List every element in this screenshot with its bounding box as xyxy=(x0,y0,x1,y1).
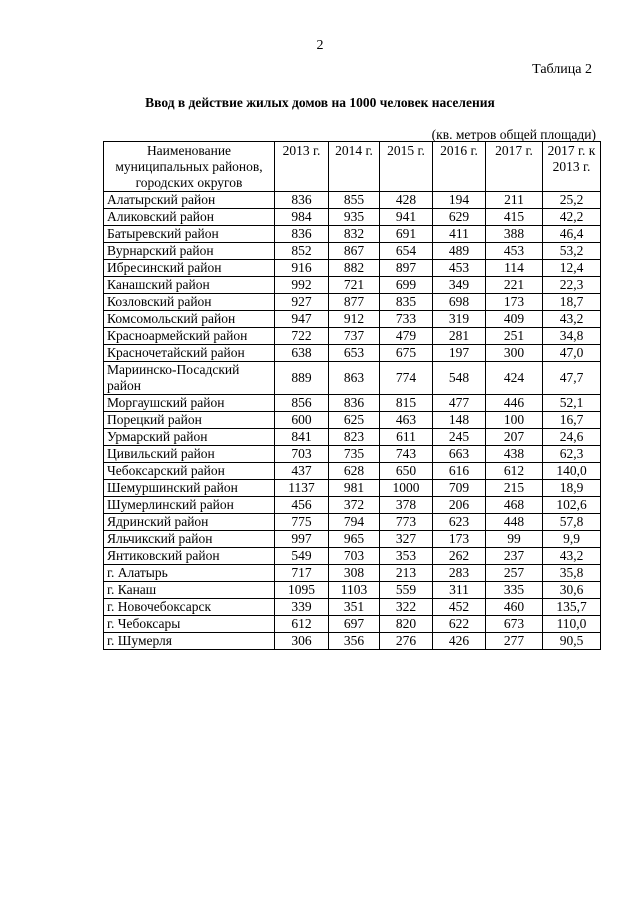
cell-name: г. Канаш xyxy=(104,582,275,599)
cell-name: Мариинско-Посадский район xyxy=(104,362,275,395)
cell-name: Канашский район xyxy=(104,277,275,294)
cell-name: Вурнарский район xyxy=(104,243,275,260)
cell-value-2015: 479 xyxy=(380,328,433,345)
cell-value-2015: 650 xyxy=(380,463,433,480)
cell-value-ratio: 18,7 xyxy=(543,294,601,311)
cell-value-2015: 773 xyxy=(380,514,433,531)
cell-value-2015: 378 xyxy=(380,497,433,514)
cell-name: Шемуршинский район xyxy=(104,480,275,497)
cell-value-2013: 927 xyxy=(275,294,329,311)
cell-value-2017: 446 xyxy=(486,395,543,412)
cell-value-2015: 743 xyxy=(380,446,433,463)
cell-value-2016: 452 xyxy=(433,599,486,616)
cell-value-2014: 628 xyxy=(329,463,380,480)
cell-value-2017: 612 xyxy=(486,463,543,480)
cell-value-2013: 992 xyxy=(275,277,329,294)
cell-value-2016: 197 xyxy=(433,345,486,362)
cell-value-2017: 424 xyxy=(486,362,543,395)
cell-value-2014: 965 xyxy=(329,531,380,548)
cell-value-2016: 281 xyxy=(433,328,486,345)
cell-value-2016: 319 xyxy=(433,311,486,328)
cell-value-2016: 663 xyxy=(433,446,486,463)
cell-value-2015: 463 xyxy=(380,412,433,429)
cell-value-ratio: 43,2 xyxy=(543,311,601,328)
cell-value-2013: 600 xyxy=(275,412,329,429)
cell-value-2017: 335 xyxy=(486,582,543,599)
cell-value-2014: 1103 xyxy=(329,582,380,599)
cell-value-ratio: 42,2 xyxy=(543,209,601,226)
cell-name: Ибресинский район xyxy=(104,260,275,277)
cell-value-ratio: 52,1 xyxy=(543,395,601,412)
cell-value-2015: 699 xyxy=(380,277,433,294)
cell-value-2016: 453 xyxy=(433,260,486,277)
table-row xyxy=(104,395,601,412)
cell-value-2014: 912 xyxy=(329,311,380,328)
cell-value-2015: 675 xyxy=(380,345,433,362)
cell-value-2017: 211 xyxy=(486,192,543,209)
cell-value-2017: 173 xyxy=(486,294,543,311)
cell-value-2014: 356 xyxy=(329,633,380,650)
cell-value-2013: 437 xyxy=(275,463,329,480)
cell-value-2016: 477 xyxy=(433,395,486,412)
cell-value-ratio: 35,8 xyxy=(543,565,601,582)
cell-value-2013: 916 xyxy=(275,260,329,277)
cell-value-2015: 213 xyxy=(380,565,433,582)
cell-value-2014: 351 xyxy=(329,599,380,616)
cell-value-2017: 673 xyxy=(486,616,543,633)
cell-value-2015: 941 xyxy=(380,209,433,226)
cell-value-2017: 409 xyxy=(486,311,543,328)
cell-value-2016: 349 xyxy=(433,277,486,294)
cell-value-2015: 815 xyxy=(380,395,433,412)
cell-name: г. Новочебоксарск xyxy=(104,599,275,616)
cell-value-2017: 100 xyxy=(486,412,543,429)
header-2016: 2016 г. xyxy=(433,142,486,192)
cell-value-ratio: 90,5 xyxy=(543,633,601,650)
cell-value-2016: 709 xyxy=(433,480,486,497)
cell-value-2017: 99 xyxy=(486,531,543,548)
cell-value-2016: 489 xyxy=(433,243,486,260)
cell-name: Красночетайский район xyxy=(104,345,275,362)
cell-name: г. Алатырь xyxy=(104,565,275,582)
cell-value-ratio: 24,6 xyxy=(543,429,601,446)
document-title: Ввод в действие жилых домов на 1000 человек населения xyxy=(145,95,495,110)
cell-value-2017: 448 xyxy=(486,514,543,531)
cell-name: Цивильский район xyxy=(104,446,275,463)
header-ratio: 2017 г. к 2013 г. xyxy=(543,142,601,192)
cell-name: Козловский район xyxy=(104,294,275,311)
cell-value-2017: 388 xyxy=(486,226,543,243)
cell-value-2013: 997 xyxy=(275,531,329,548)
cell-value-ratio: 102,6 xyxy=(543,497,601,514)
units-note: (кв. метров общей площади) xyxy=(431,127,596,142)
cell-value-2013: 306 xyxy=(275,633,329,650)
cell-value-2013: 717 xyxy=(275,565,329,582)
table-row xyxy=(104,226,601,243)
cell-name: Порецкий район xyxy=(104,412,275,429)
cell-value-2015: 1000 xyxy=(380,480,433,497)
cell-value-2017: 207 xyxy=(486,429,543,446)
header-2017: 2017 г. xyxy=(486,142,543,192)
cell-value-2014: 703 xyxy=(329,548,380,565)
cell-value-2017: 277 xyxy=(486,633,543,650)
cell-value-2013: 947 xyxy=(275,311,329,328)
cell-value-2016: 411 xyxy=(433,226,486,243)
table-row xyxy=(104,531,601,548)
cell-value-2017: 438 xyxy=(486,446,543,463)
cell-value-ratio: 62,3 xyxy=(543,446,601,463)
cell-value-2014: 882 xyxy=(329,260,380,277)
table-row xyxy=(104,480,601,497)
cell-value-2016: 548 xyxy=(433,362,486,395)
cell-value-2015: 774 xyxy=(380,362,433,395)
cell-value-2014: 735 xyxy=(329,446,380,463)
table-row xyxy=(104,599,601,616)
cell-value-2014: 832 xyxy=(329,226,380,243)
cell-value-2014: 794 xyxy=(329,514,380,531)
cell-value-2014: 981 xyxy=(329,480,380,497)
cell-value-2013: 549 xyxy=(275,548,329,565)
cell-name: Урмарский район xyxy=(104,429,275,446)
cell-value-2013: 836 xyxy=(275,226,329,243)
cell-value-2013: 889 xyxy=(275,362,329,395)
page-number: 2 xyxy=(316,38,324,53)
cell-value-2014: 697 xyxy=(329,616,380,633)
cell-value-2016: 206 xyxy=(433,497,486,514)
cell-value-ratio: 30,6 xyxy=(543,582,601,599)
table-row xyxy=(104,243,601,260)
cell-value-2014: 308 xyxy=(329,565,380,582)
cell-value-2015: 559 xyxy=(380,582,433,599)
header-2014: 2014 г. xyxy=(329,142,380,192)
cell-value-2013: 775 xyxy=(275,514,329,531)
cell-value-2014: 721 xyxy=(329,277,380,294)
cell-value-2015: 322 xyxy=(380,599,433,616)
cell-name: Красноармейский район xyxy=(104,328,275,345)
table-row xyxy=(104,294,601,311)
cell-value-2016: 622 xyxy=(433,616,486,633)
cell-value-2013: 1137 xyxy=(275,480,329,497)
cell-value-2014: 737 xyxy=(329,328,380,345)
cell-value-2014: 372 xyxy=(329,497,380,514)
cell-value-2016: 311 xyxy=(433,582,486,599)
housing-table xyxy=(103,141,601,650)
cell-value-ratio: 46,4 xyxy=(543,226,601,243)
cell-value-ratio: 135,7 xyxy=(543,599,601,616)
cell-value-2016: 148 xyxy=(433,412,486,429)
table-row xyxy=(104,446,601,463)
table-row xyxy=(104,582,601,599)
cell-value-2015: 353 xyxy=(380,548,433,565)
cell-value-2017: 460 xyxy=(486,599,543,616)
cell-value-2013: 856 xyxy=(275,395,329,412)
cell-value-2013: 456 xyxy=(275,497,329,514)
table-row xyxy=(104,548,601,565)
cell-value-2016: 173 xyxy=(433,531,486,548)
cell-value-2013: 612 xyxy=(275,616,329,633)
table-row xyxy=(104,429,601,446)
cell-value-2017: 221 xyxy=(486,277,543,294)
table-row xyxy=(104,616,601,633)
cell-value-ratio: 140,0 xyxy=(543,463,601,480)
cell-value-2015: 691 xyxy=(380,226,433,243)
table-row xyxy=(104,260,601,277)
cell-name: Чебоксарский район xyxy=(104,463,275,480)
cell-value-2015: 820 xyxy=(380,616,433,633)
cell-value-2017: 215 xyxy=(486,480,543,497)
table-row xyxy=(104,463,601,480)
cell-value-ratio: 18,9 xyxy=(543,480,601,497)
table-row xyxy=(104,633,601,650)
cell-value-2013: 339 xyxy=(275,599,329,616)
table-label: Таблица 2 xyxy=(532,62,592,77)
cell-value-2014: 863 xyxy=(329,362,380,395)
cell-value-2015: 327 xyxy=(380,531,433,548)
cell-name: Комсомольский район xyxy=(104,311,275,328)
cell-value-2016: 616 xyxy=(433,463,486,480)
cell-name: Яльчикский район xyxy=(104,531,275,548)
cell-value-2015: 276 xyxy=(380,633,433,650)
cell-value-2014: 823 xyxy=(329,429,380,446)
cell-name: Алатырский район xyxy=(104,192,275,209)
table-row xyxy=(104,277,601,294)
cell-value-ratio: 43,2 xyxy=(543,548,601,565)
cell-value-ratio: 12,4 xyxy=(543,260,601,277)
table-row xyxy=(104,328,601,345)
cell-name: Янтиковский район xyxy=(104,548,275,565)
cell-value-2014: 877 xyxy=(329,294,380,311)
header-name: Наименование муниципальных районов, городских округов xyxy=(104,142,275,192)
table-row xyxy=(104,565,601,582)
cell-value-2016: 283 xyxy=(433,565,486,582)
cell-value-2017: 300 xyxy=(486,345,543,362)
cell-value-2015: 611 xyxy=(380,429,433,446)
cell-name: Шумерлинский район xyxy=(104,497,275,514)
cell-name: г. Чебоксары xyxy=(104,616,275,633)
cell-value-ratio: 16,7 xyxy=(543,412,601,429)
table-row xyxy=(104,497,601,514)
table-body xyxy=(104,192,601,650)
cell-value-2016: 698 xyxy=(433,294,486,311)
header-2015: 2015 г. xyxy=(380,142,433,192)
table-row xyxy=(104,412,601,429)
cell-value-2015: 835 xyxy=(380,294,433,311)
table-row xyxy=(104,345,601,362)
cell-value-2017: 415 xyxy=(486,209,543,226)
cell-name: Аликовский район xyxy=(104,209,275,226)
cell-value-2013: 638 xyxy=(275,345,329,362)
cell-value-ratio: 47,0 xyxy=(543,345,601,362)
table-row xyxy=(104,209,601,226)
cell-value-ratio: 47,7 xyxy=(543,362,601,395)
cell-name: Моргаушский район xyxy=(104,395,275,412)
cell-value-2017: 251 xyxy=(486,328,543,345)
table-row xyxy=(104,192,601,209)
cell-value-2017: 114 xyxy=(486,260,543,277)
cell-value-ratio: 34,8 xyxy=(543,328,601,345)
cell-value-2014: 935 xyxy=(329,209,380,226)
cell-value-2013: 703 xyxy=(275,446,329,463)
cell-name: Ядринский район xyxy=(104,514,275,531)
cell-value-2016: 194 xyxy=(433,192,486,209)
header-2013: 2013 г. xyxy=(275,142,329,192)
cell-value-2016: 629 xyxy=(433,209,486,226)
cell-value-2016: 426 xyxy=(433,633,486,650)
cell-value-2013: 836 xyxy=(275,192,329,209)
cell-value-2015: 897 xyxy=(380,260,433,277)
cell-value-2016: 262 xyxy=(433,548,486,565)
cell-value-2015: 428 xyxy=(380,192,433,209)
cell-value-2014: 653 xyxy=(329,345,380,362)
header-row xyxy=(104,142,601,192)
table-row xyxy=(104,362,601,395)
cell-value-ratio: 25,2 xyxy=(543,192,601,209)
cell-value-2013: 984 xyxy=(275,209,329,226)
cell-value-2013: 1095 xyxy=(275,582,329,599)
cell-value-2014: 867 xyxy=(329,243,380,260)
cell-value-2013: 722 xyxy=(275,328,329,345)
cell-value-2014: 625 xyxy=(329,412,380,429)
table-row xyxy=(104,514,601,531)
cell-value-2017: 257 xyxy=(486,565,543,582)
cell-value-2014: 836 xyxy=(329,395,380,412)
cell-value-ratio: 110,0 xyxy=(543,616,601,633)
cell-value-2016: 623 xyxy=(433,514,486,531)
cell-value-2013: 841 xyxy=(275,429,329,446)
cell-value-2016: 245 xyxy=(433,429,486,446)
cell-value-2017: 468 xyxy=(486,497,543,514)
cell-value-2015: 733 xyxy=(380,311,433,328)
cell-name: Батыревский район xyxy=(104,226,275,243)
table-row xyxy=(104,311,601,328)
cell-value-ratio: 22,3 xyxy=(543,277,601,294)
cell-value-2013: 852 xyxy=(275,243,329,260)
cell-value-2014: 855 xyxy=(329,192,380,209)
cell-value-2017: 453 xyxy=(486,243,543,260)
cell-value-2015: 654 xyxy=(380,243,433,260)
cell-name: г. Шумерля xyxy=(104,633,275,650)
cell-value-ratio: 57,8 xyxy=(543,514,601,531)
cell-value-2017: 237 xyxy=(486,548,543,565)
cell-value-ratio: 9,9 xyxy=(543,531,601,548)
cell-value-ratio: 53,2 xyxy=(543,243,601,260)
